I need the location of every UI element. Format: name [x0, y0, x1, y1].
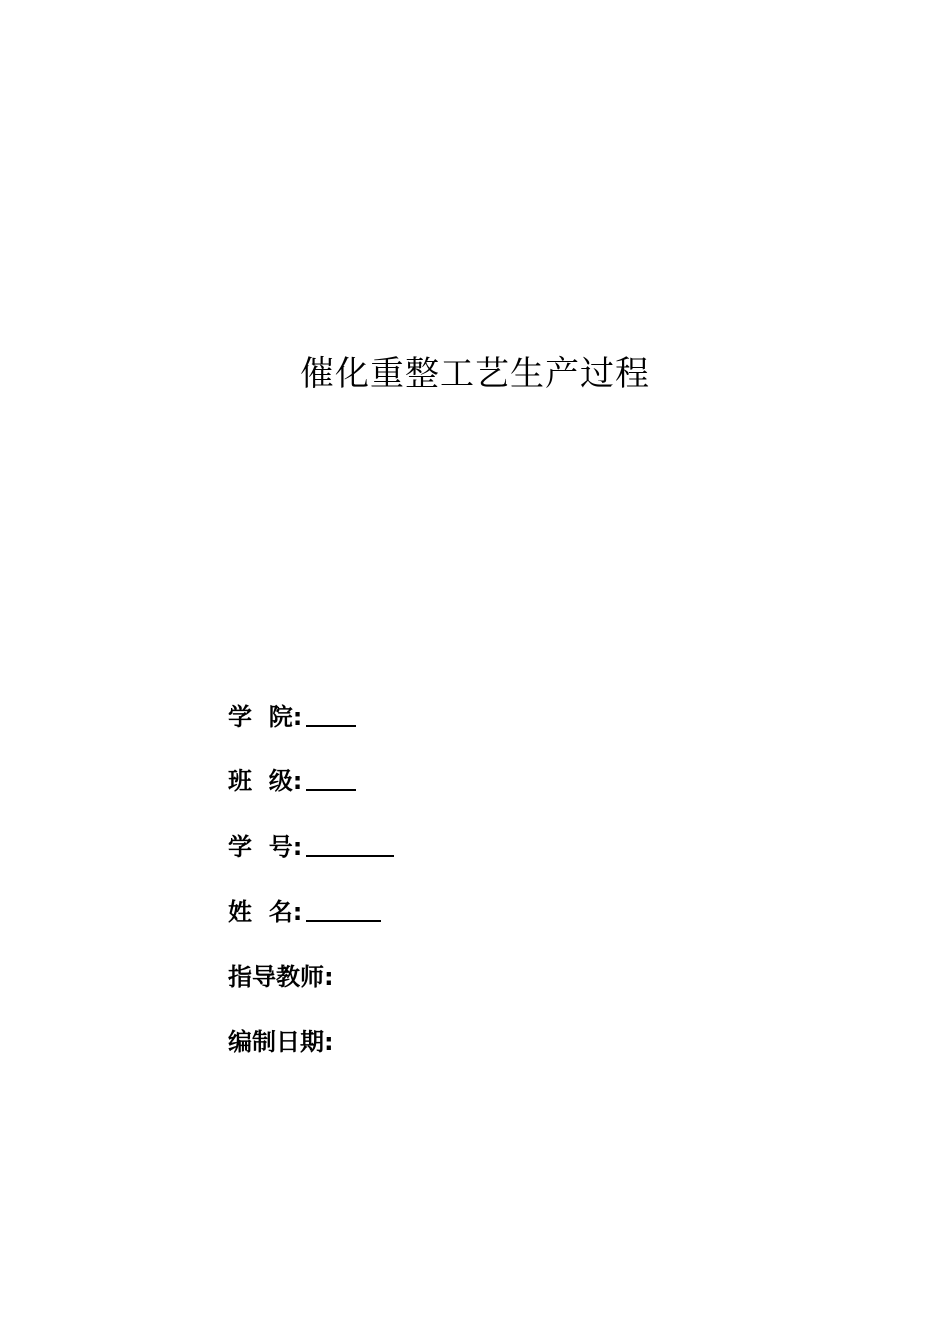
college-label: 学 院:	[228, 703, 303, 731]
class-label: 班 级:	[228, 767, 303, 795]
student-id-blank-line	[306, 831, 394, 857]
name-label: 姓 名:	[228, 898, 303, 926]
class-blank-line	[306, 765, 356, 791]
name-field	[228, 893, 381, 927]
college-blank-line	[306, 701, 356, 727]
name-blank-line	[306, 896, 381, 922]
document-title: 催化重整工艺生产过程	[300, 354, 650, 394]
student-id-label: 学 号:	[228, 833, 303, 861]
student-id-field	[228, 828, 394, 862]
date-label: 编制日期:	[228, 1028, 334, 1056]
advisor-label: 指导教师:	[228, 963, 334, 991]
date-field	[228, 1023, 334, 1057]
class-field	[228, 762, 356, 796]
college-field	[228, 698, 356, 732]
advisor-field	[228, 958, 334, 992]
